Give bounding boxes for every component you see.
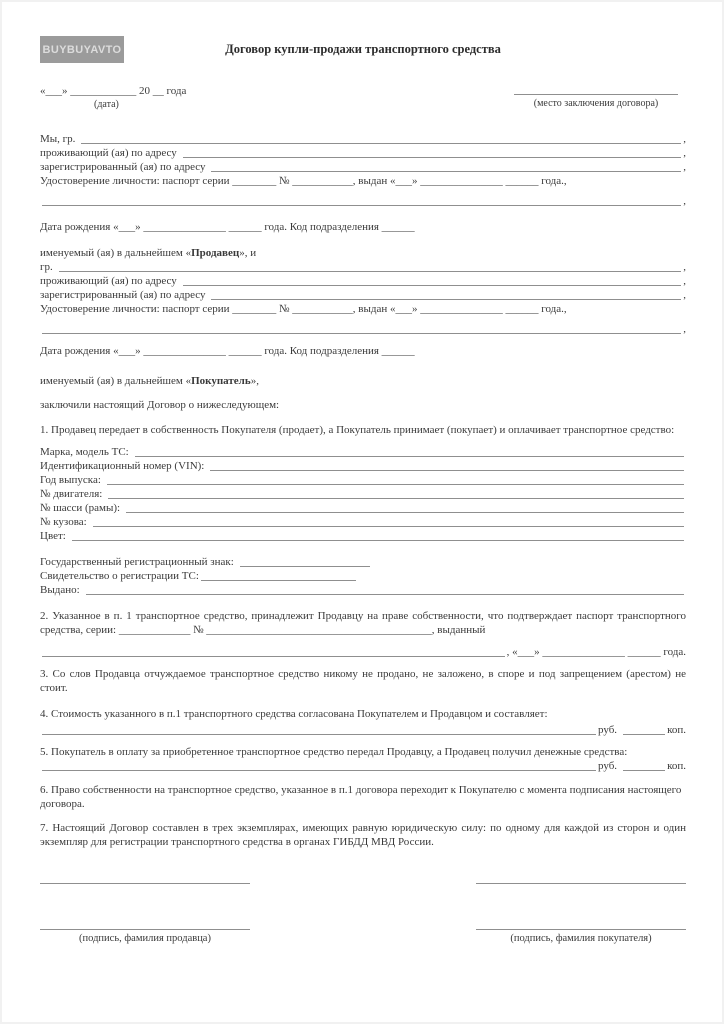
buyer-passport-line: Удостоверение личности: паспорт серии ________ № ___________, выдан «___» _______________ ______ года., [40,303,567,315]
blank-underline [210,459,684,471]
trailing-comma: , [683,275,686,287]
blank-underline [623,723,665,735]
section-4-paragraph: 4. Стоимость указанного в п.1 транспортного средства согласована Покупателем и Продавцом и составляет: [40,708,548,720]
seller-residence-row [40,146,686,160]
place-caption: (место заключения договора) [533,98,659,109]
seller-designation-suffix: », и [239,247,257,259]
engine-number-row [40,487,686,501]
make-model-row [40,445,686,459]
buyer-signature-line-2 [476,917,686,930]
buyer-fullname-row [40,260,686,274]
header [40,34,686,64]
vin-row [40,459,686,473]
buyer-signature-block [476,871,686,946]
section-2-continuation-row [40,645,686,659]
seller-signature-caption: (подпись, фамилия продавца) [79,933,211,944]
registration-cert-label: Свидетельство о регистрации ТС: [40,570,199,582]
date-place-row [40,84,686,112]
blank-underline [42,194,681,206]
trailing-comma: , [683,323,686,335]
blank-underline [183,274,681,286]
seller-birthdate-line: Дата рождения «___» _______________ ______ года. Код подразделения ______ [40,221,415,233]
signatures-row [40,871,686,946]
buyer-registration-address-label: зарегистрированный (ая) по адресу [40,289,206,301]
blank-underline [59,260,681,272]
section-3-paragraph: 3. Со слов Продавца отчуждаемое транспортное средство никому не продано, не заложено, в споре и под запрещением (арестом) не стоит. [40,668,686,694]
blank-underline [93,515,684,527]
blank-underline [42,723,596,735]
buyer-signature-caption: (подпись, фамилия покупателя) [510,933,652,944]
trailing-comma: , [683,147,686,159]
trailing-comma: , [683,261,686,273]
seller-fullname-label: Мы, гр. [40,133,76,145]
buyer-designation-line [40,374,686,388]
blank-underline [86,583,684,595]
buyer-registration-address-row [40,288,686,302]
rub-label: руб. [598,724,618,736]
issued-by-row [40,583,686,597]
document-title: Договор купли-продажи транспортного средства [225,42,501,56]
vehicle-fields-block [40,445,686,543]
section-7-paragraph: 7. Настоящий Договор составлен в трех экземплярах, имеющих равную юридическую силу: по одному для каждой из сторон и один экземпляр для регистрации транспортного средства в органах ГИБДД МВД России. [40,822,686,848]
seller-designation-line [40,246,686,260]
buyer-birthdate-line: Дата рождения «___» _______________ ______ года. Код подразделения ______ [40,345,415,357]
section-6-paragraph: 6. Право собственности на транспортное средство, указанное в п.1 договора переходит к Покупателю с момента подписания настоящего договора. [40,784,682,810]
blank-underline [108,487,684,499]
blank-underline [42,322,681,334]
year-label: Год выпуска: [40,474,101,486]
year-row [40,473,686,487]
section-1-paragraph: 1. Продавец передает в собственность Покупателя (продает), а Покупатель принимает (покупает) и оплачивает транспортное средство: [40,424,675,436]
plate-number-row [40,555,686,569]
buyer-signature-line-1 [476,871,686,884]
kop-label: коп. [667,724,686,736]
body-number-label: № кузова: [40,516,87,528]
registration-block [40,555,686,597]
blank-underline [42,645,505,657]
section-5-paragraph: 5. Покупатель в оплату за приобретенное транспортное средство передал Продавцу, а Продавец получил денежные средства: [40,746,628,758]
seller-signature-block [40,871,250,946]
buyer-extra-blank-row [40,322,686,336]
engine-number-label: № двигателя: [40,488,103,500]
buyer-residence-row [40,274,686,288]
make-model-label: Марка, модель ТС: [40,446,129,458]
buyer-designation-prefix: именуемый (ая) в дальнейшем « [40,375,192,387]
date-caption: (дата) [94,99,119,110]
blank-underline [240,555,370,567]
issued-by-label: Выдано: [40,584,80,596]
seller-passport-line: Удостоверение личности: паспорт серии ________ № ___________, выдан «___» _______________ ______ года., [40,175,567,187]
color-row [40,529,686,543]
payment-amount-row [40,759,686,773]
date-block [40,84,186,112]
color-label: Цвет: [40,530,66,542]
seller-designation-prefix: именуемый (ая) в дальнейшем « [40,247,192,259]
blank-underline [107,473,684,485]
kop-label: коп. [667,760,686,772]
buyer-fullname-label: гр. [40,261,53,273]
blank-underline [72,529,684,541]
blank-underline [623,759,665,771]
blank-underline [183,146,681,158]
buyer-residence-label: проживающий (ая) по адресу [40,275,177,287]
blank-underline [126,501,684,513]
blank-underline [211,288,681,300]
seller-registration-address-label: зарегистрированный (ая) по адресу [40,161,206,173]
section-2-paragraph: 2. Указанное в п. 1 транспортное средство, принадлежит Продавцу на праве собственности, что подтверждает паспорт транспортного средства, серии: _____________ № _________________________________________, выданный [40,610,686,636]
place-blank-underline [514,84,678,95]
place-block [506,84,686,111]
seller-extra-blank-row [40,194,686,208]
seller-residence-label: проживающий (ая) по адресу [40,147,177,159]
seller-signature-line-2 [40,917,250,930]
trailing-comma: , [683,133,686,145]
date-line: «___» ____________ 20 __ года [40,85,187,97]
blank-underline [81,132,681,144]
trailing-comma: , [683,195,686,207]
seller-registration-address-row [40,160,686,174]
vin-label: Идентификационный номер (VIN): [40,460,205,472]
buybuyavto-logo: BUYBUYAVTO [40,36,124,63]
buyer-term: Покупатель [191,375,251,387]
blank-underline [42,759,596,771]
buyer-designation-suffix: », [250,375,259,387]
chassis-number-label: № шасси (рамы): [40,502,121,514]
blank-underline [201,569,356,581]
section-2-tail: , «___» _______________ ______ года. [506,646,686,658]
blank-underline [135,445,684,457]
rub-label: руб. [598,760,618,772]
trailing-comma: , [683,289,686,301]
chassis-number-row [40,501,686,515]
body-number-row [40,515,686,529]
seller-term: Продавец [191,247,240,259]
concluded-line: заключили настоящий Договор о нижеследующем: [40,399,280,411]
seller-signature-line-1 [40,871,250,884]
price-amount-row [40,723,686,737]
registration-cert-row [40,569,686,583]
blank-underline [211,160,681,172]
seller-fullname-row [40,132,686,146]
trailing-comma: , [683,161,686,173]
plate-number-label: Государственный регистрационный знак: [40,556,234,568]
